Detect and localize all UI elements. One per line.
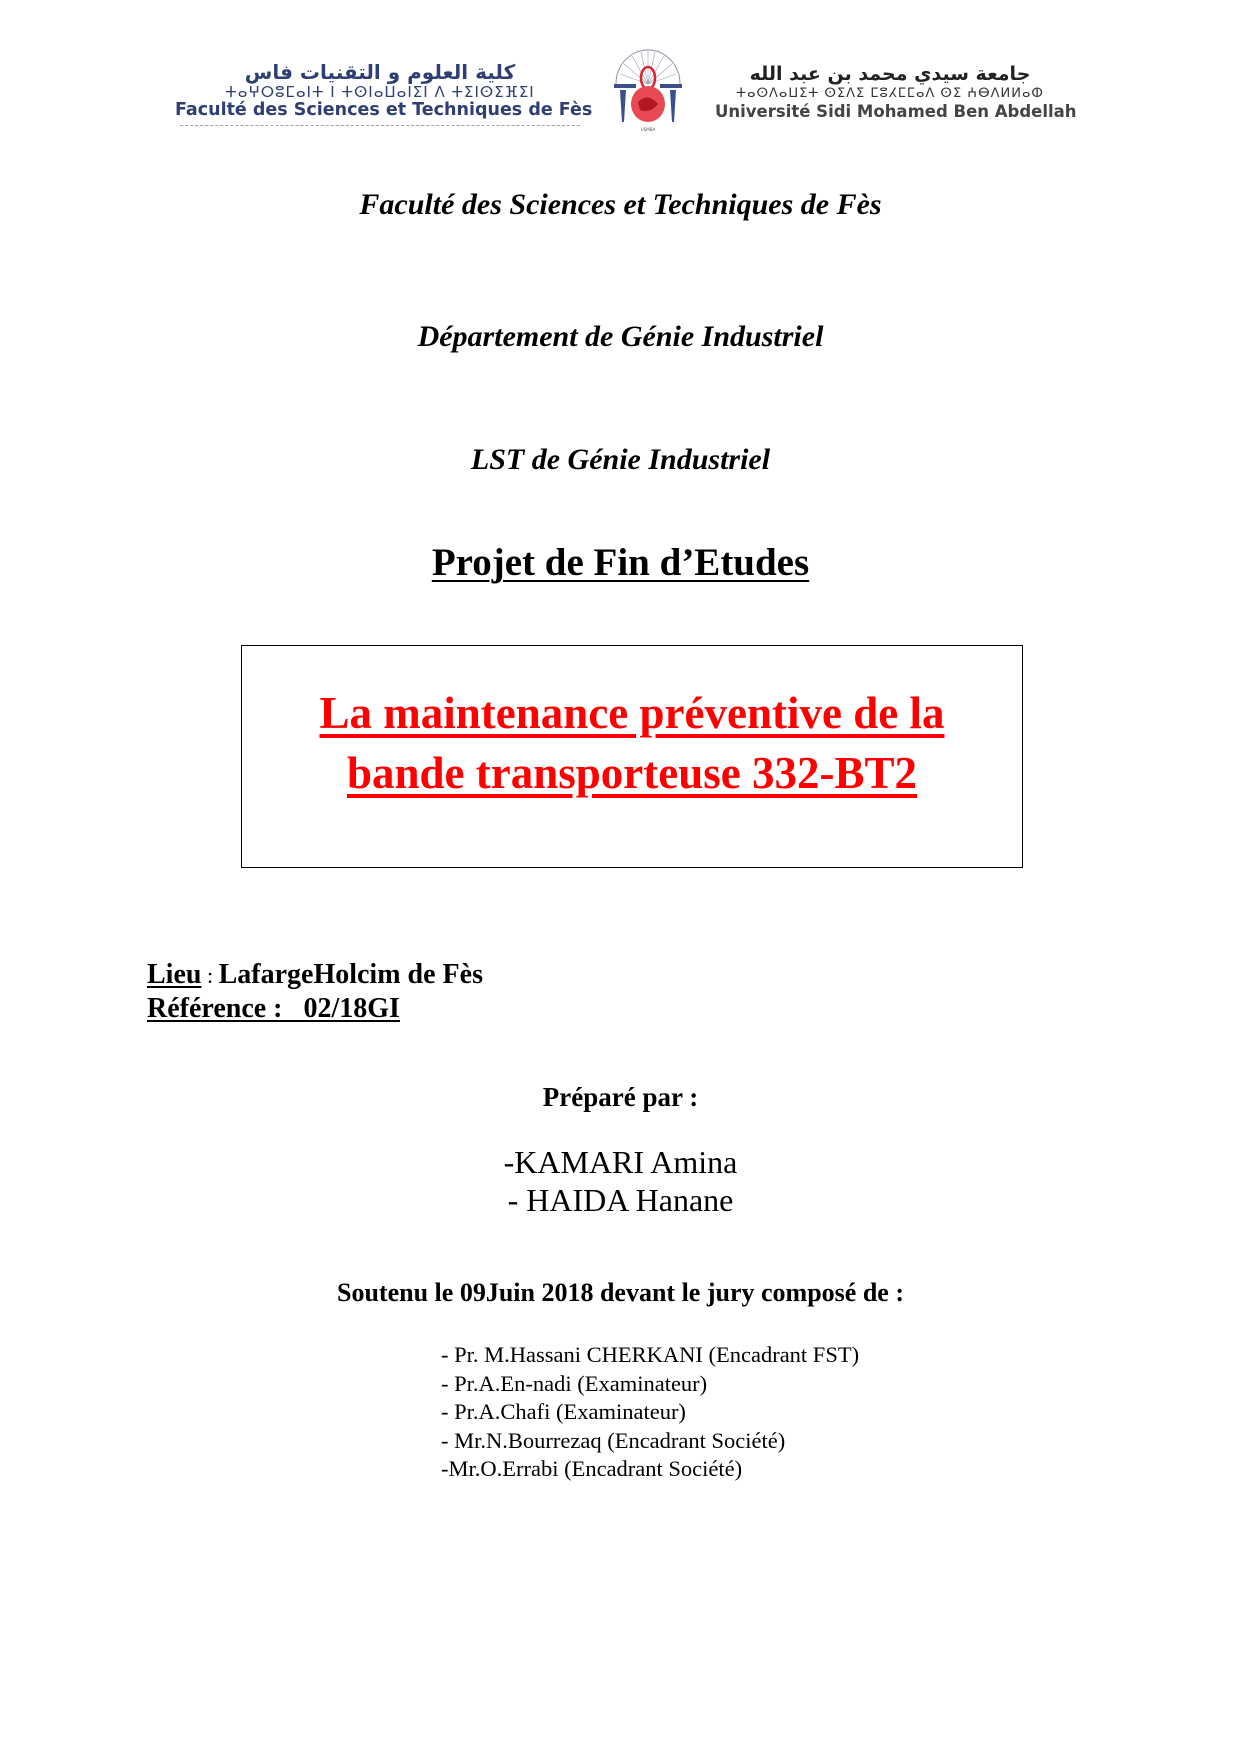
usmba-emblem-icon <box>608 44 688 134</box>
faculty-heading: Faculté des Sciences et Techniques de Fès <box>359 188 882 221</box>
defense-statement: Soutenu le 09Juin 2018 devant le jury composé de : <box>337 1278 904 1307</box>
project-title-box <box>241 645 1023 868</box>
project-title-line-1: La maintenance préventive de la <box>319 688 945 738</box>
jury-list <box>441 1341 859 1484</box>
jury-member: - Pr.A.Chafi (Examinateur) <box>441 1399 686 1424</box>
program-heading: LST de Génie Industriel <box>470 443 771 476</box>
department-heading: Département de Génie Industriel <box>417 320 824 353</box>
project-meta <box>147 958 483 1025</box>
project-title-line-2: bande transporteuse 332-BT2 <box>346 748 918 798</box>
author-name: - HAIDA Hanane <box>507 1182 734 1218</box>
place-row <box>147 958 483 992</box>
fst-logo-arabic: كلية العلوم و التقنيات فاس <box>244 60 516 84</box>
reference-row <box>147 992 483 1025</box>
document-type-heading: Projet de Fin d’Etudes <box>431 541 810 584</box>
fst-logo-divider <box>180 125 580 128</box>
fst-logo-french: Faculté des Sciences et Techniques de Fès <box>175 100 593 120</box>
jury-member: - Pr. M.Hassani CHERKANI (Encadrant FST) <box>441 1342 860 1367</box>
prepared-by-label: Préparé par : <box>542 1082 699 1112</box>
place-value: LafargeHolcim de Fès <box>218 959 483 990</box>
usmba-logo-tifinagh: ⵜⴰⵙⴷⴰⵡⵉⵜ ⵙⵉⴷⵉ ⵎⵓⵃⵎⵎⴰⴷ ⵙⵉ ⵄⴱⴷⵍⵍⴰⵀ <box>736 86 1044 101</box>
jury-member: -Mr.O.Errabi (Encadrant Société) <box>441 1456 743 1481</box>
jury-member: - Mr.N.Bourrezaq (Encadrant Société) <box>441 1427 786 1453</box>
svg-text:USMBA: USMBA <box>640 127 656 132</box>
reference-label: Référence : 02/18GI <box>147 993 400 1024</box>
fst-logo-tifinagh: ⵜⴰⵖⵔⵓⵎⴰⵏⵜ ⵏ ⵜⵙⵏⴰⵡⴰⵏⵉⵏ ⴷ ⵜⵉⵏⵙⵉⴼⵉⵏ <box>225 83 535 101</box>
usmba-logo-arabic: جامعة سيدي محمد بن عبد الله <box>749 63 1031 85</box>
place-separator: : <box>201 963 219 988</box>
authors-list <box>0 1143 1241 1219</box>
jury-member: - Pr.A.En-nadi (Examinateur) <box>441 1370 708 1396</box>
fst-logo <box>175 60 593 128</box>
place-label: Lieu <box>147 959 202 990</box>
usmba-logo <box>715 62 1077 122</box>
author-name: -KAMARI Amina <box>503 1144 738 1180</box>
usmba-logo-french: Université Sidi Mohamed Ben Abdellah <box>715 102 1077 121</box>
